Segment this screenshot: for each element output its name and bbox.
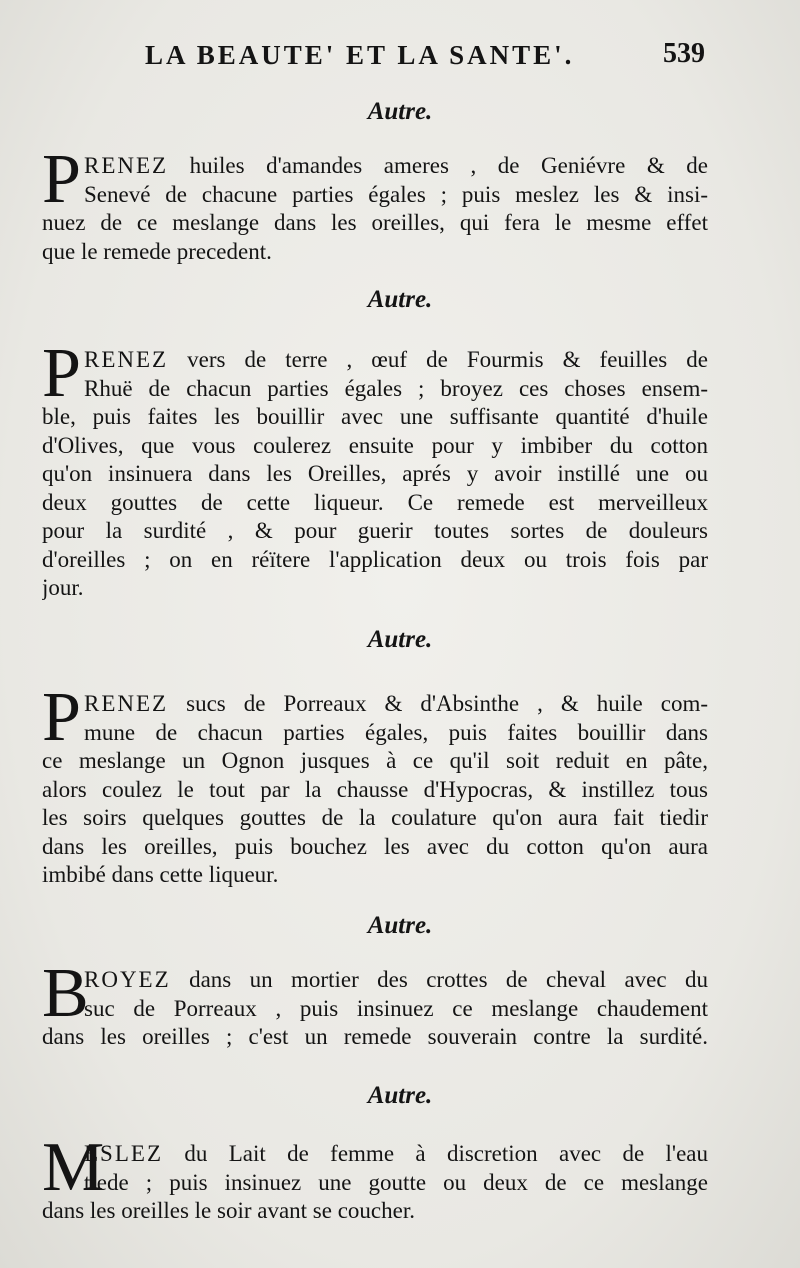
text-line: RENEZ huiles d'amandes ameres , de Geniévre & de (84, 153, 708, 178)
drop-cap: B (42, 955, 89, 1032)
recipe-heading: Autre. (367, 912, 433, 939)
text-line: Rhuë de chacun parties égales ; broyez ces choses ensem- (84, 375, 708, 401)
text-line: ROYEZ dans un mortier des crottes de cheval avec du (84, 967, 708, 992)
text-line: les soirs quelques gouttes de la coulature qu'on aura fait tiedir (42, 805, 708, 830)
lead-word: ROYEZ (84, 967, 171, 992)
text-line: deux gouttes de cette liqueur. Ce remede est merveilleux (42, 489, 708, 515)
page-header (0, 40, 800, 80)
text-line: d'Olives, que vous coulerez ensuite pour y imbiber du cotton (42, 432, 708, 458)
text-line: alors coulez le tout par la chausse d'Hypocras, & instillez tous (42, 776, 708, 802)
text-line: dans les oreilles, puis bouchez les avec du cotton qu'on aura (42, 833, 708, 859)
text-line: ESLEZ du Lait de femme à discretion avec de l'eau (84, 1141, 708, 1166)
drop-cap: P (42, 679, 81, 756)
text-line: Senevé de chacune parties égales ; puis meslez les & insi- (84, 181, 708, 207)
lead-word: ESLEZ (84, 1141, 163, 1166)
recipe-paragraph (42, 141, 708, 266)
text-line: imbibé dans cette liqueur. (42, 862, 279, 887)
text-line: suc de Porreaux , puis insinuez ce meslange chaudement (84, 995, 708, 1021)
text-line: que le remede precedent. (42, 238, 272, 264)
drop-cap: P (42, 141, 81, 218)
text-line: ble, puis faites les bouillir avec une suffisante quantité d'huile (42, 404, 708, 429)
recipe-heading: Autre. (367, 626, 433, 653)
text-line: qu'on insinuera dans les Oreilles, aprés y avoir instillé une ou (42, 461, 708, 486)
text-line: d'oreilles ; on en réïtere l'application deux ou trois fois par (42, 546, 708, 572)
recipe-heading: Autre. (367, 286, 433, 313)
page-number: 539 (663, 38, 705, 69)
text-line: tiede ; puis insinuez une goutte ou deux de ce meslange (84, 1169, 708, 1195)
drop-cap: M (42, 1129, 105, 1206)
recipe-heading: Autre. (367, 1082, 433, 1109)
text-line: mune de chacun parties égales, puis faites bouillir dans (84, 719, 708, 745)
text-line: jour. (42, 575, 84, 600)
recipe-paragraph (42, 1129, 708, 1226)
drop-cap: P (42, 335, 81, 412)
lead-word: RENEZ (84, 153, 169, 178)
lead-word: RENEZ (84, 347, 169, 372)
running-title: LA BEAUTE' ET LA SANTE'. (145, 40, 575, 70)
recipe-paragraph (42, 955, 708, 1052)
text-line: nuez de ce meslange dans les oreilles, qui fera le mesme effet (42, 210, 708, 235)
text-line: RENEZ sucs de Porreaux & d'Absinthe , & huile com- (84, 691, 708, 716)
lead-word: RENEZ (84, 691, 169, 716)
text-line: dans les oreilles ; c'est un remede souverain contre la surdité. (42, 1024, 708, 1049)
text-line: pour la surdité , & pour guerir toutes sortes de douleurs (42, 518, 708, 543)
recipe-paragraph (42, 679, 708, 890)
text-line: ce meslange un Ognon jusques à ce qu'il soit reduit en pâte, (42, 748, 708, 773)
text-line: RENEZ vers de terre , œuf de Fourmis & feuilles de (84, 347, 708, 372)
text-line: dans les oreilles le soir avant se coucher. (42, 1198, 415, 1223)
recipe-paragraph (42, 335, 708, 603)
recipe-heading: Autre. (367, 98, 433, 125)
